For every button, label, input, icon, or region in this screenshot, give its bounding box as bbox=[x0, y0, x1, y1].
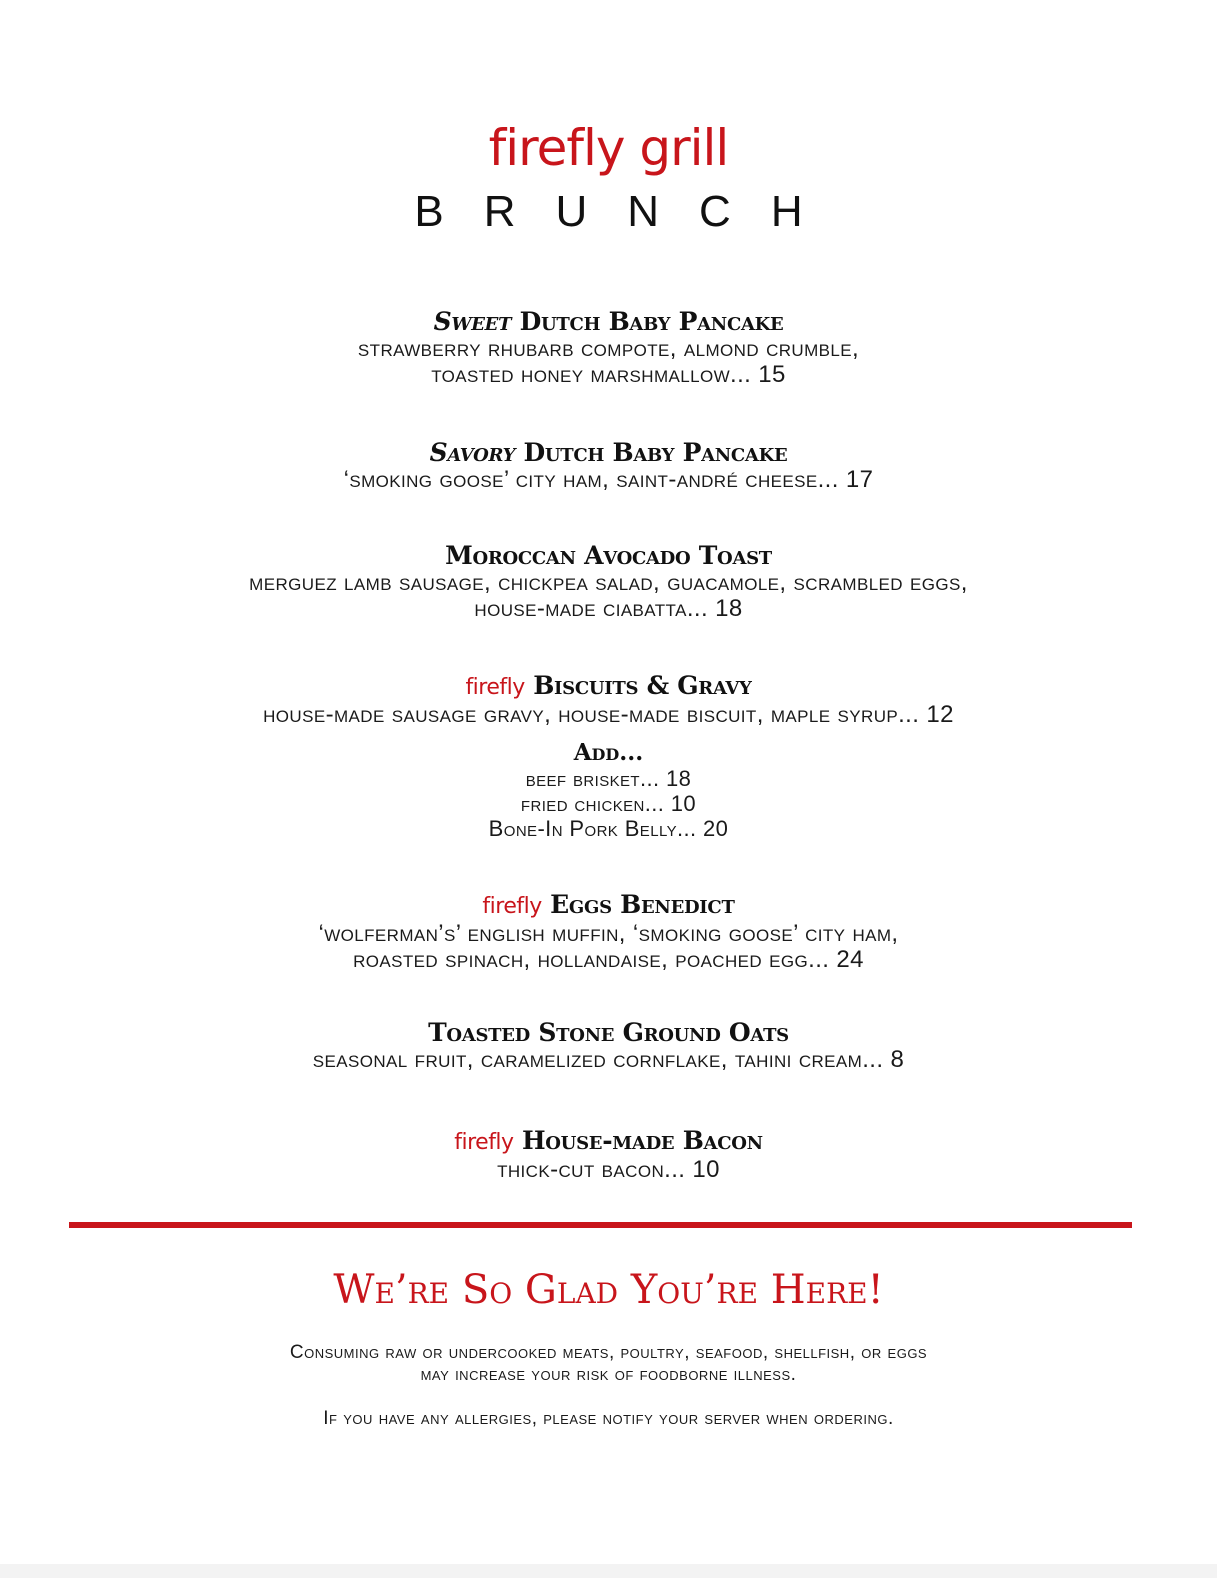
red-divider bbox=[69, 1222, 1132, 1228]
menu-header bbox=[0, 118, 1217, 244]
menu-title: BRUNCH bbox=[414, 187, 843, 236]
item-brand-prefix: firefly bbox=[482, 894, 542, 919]
item-brand-prefix: firefly bbox=[454, 1130, 514, 1155]
item-description-line: strawberry rhubarb compote, almond crumble, bbox=[357, 335, 860, 362]
item-description-line: ‘smoking goose’ city ham, saint-andré cheese... 17 bbox=[343, 466, 874, 493]
item-name-text: Biscuits & Gravy bbox=[533, 671, 752, 700]
item-name bbox=[0, 308, 1217, 336]
item-name bbox=[0, 891, 1217, 921]
menu-item-eggs-benedict bbox=[0, 891, 1217, 973]
item-description-line: roasted spinach, hollandaise, poached egg... 24 bbox=[353, 946, 864, 973]
item-name bbox=[0, 439, 1217, 467]
health-notice-line: Consuming raw or undercooked meats, poultry, seafood, shellfish, or eggs bbox=[289, 1342, 928, 1363]
addon-item: Bone-In Pork Belly... 20 bbox=[488, 816, 729, 841]
menu-item-bacon bbox=[0, 1127, 1217, 1183]
item-description-line: ‘wolferman’s’ english muffin, ‘smoking goose’ city ham, bbox=[318, 920, 899, 947]
health-notice bbox=[0, 1342, 1217, 1386]
menu-item-oats bbox=[0, 1019, 1217, 1073]
restaurant-logo: firefly grill bbox=[488, 119, 729, 177]
allergy-notice: If you have any allergies, please notify your server when ordering. bbox=[323, 1408, 894, 1429]
health-notice-line: may increase your risk of foodborne illness. bbox=[420, 1364, 797, 1385]
item-description-line: seasonal fruit, caramelized cornflake, tahini cream... 8 bbox=[312, 1046, 905, 1073]
item-description-line: toasted honey marshmallow... 15 bbox=[431, 361, 786, 388]
item-description-line: merguez lamb sausage, chickpea salad, guacamole, scrambled eggs, bbox=[249, 569, 968, 596]
menu-item-savory-dutch-baby bbox=[0, 439, 1217, 493]
item-name-text: Dutch Baby Pancake bbox=[519, 307, 784, 336]
item-name bbox=[0, 672, 1217, 702]
item-name: Toasted Stone Ground Oats bbox=[428, 1018, 789, 1047]
item-description-line: house-made ciabatta... 18 bbox=[474, 595, 743, 622]
page-bottom-edge bbox=[0, 1564, 1217, 1578]
menu-item-avocado-toast bbox=[0, 542, 1217, 622]
addon-item: fried chicken... 10 bbox=[520, 791, 697, 816]
item-name bbox=[0, 1127, 1217, 1157]
item-name: Moroccan Avocado Toast bbox=[445, 541, 772, 570]
item-name-text: Dutch Baby Pancake bbox=[523, 438, 788, 467]
item-name-prefix: Sweet bbox=[433, 307, 512, 336]
welcome-message: We’re So Glad You’re Here! bbox=[333, 1267, 884, 1313]
item-description-line: thick-cut bacon... 10 bbox=[497, 1156, 720, 1183]
addon-item: beef brisket... 18 bbox=[525, 766, 692, 791]
item-name-prefix: Savory bbox=[429, 438, 516, 467]
item-name-text: Eggs Benedict bbox=[550, 890, 735, 919]
item-name-text: House-made Bacon bbox=[521, 1126, 763, 1155]
item-description-line: house-made sausage gravy, house-made biscuit, maple syrup... 12 bbox=[263, 701, 954, 728]
item-brand-prefix: firefly bbox=[465, 675, 525, 700]
menu-item-biscuits-gravy bbox=[0, 672, 1217, 841]
addons-title: Add... bbox=[573, 739, 644, 766]
menu-item-sweet-dutch-baby bbox=[0, 308, 1217, 388]
